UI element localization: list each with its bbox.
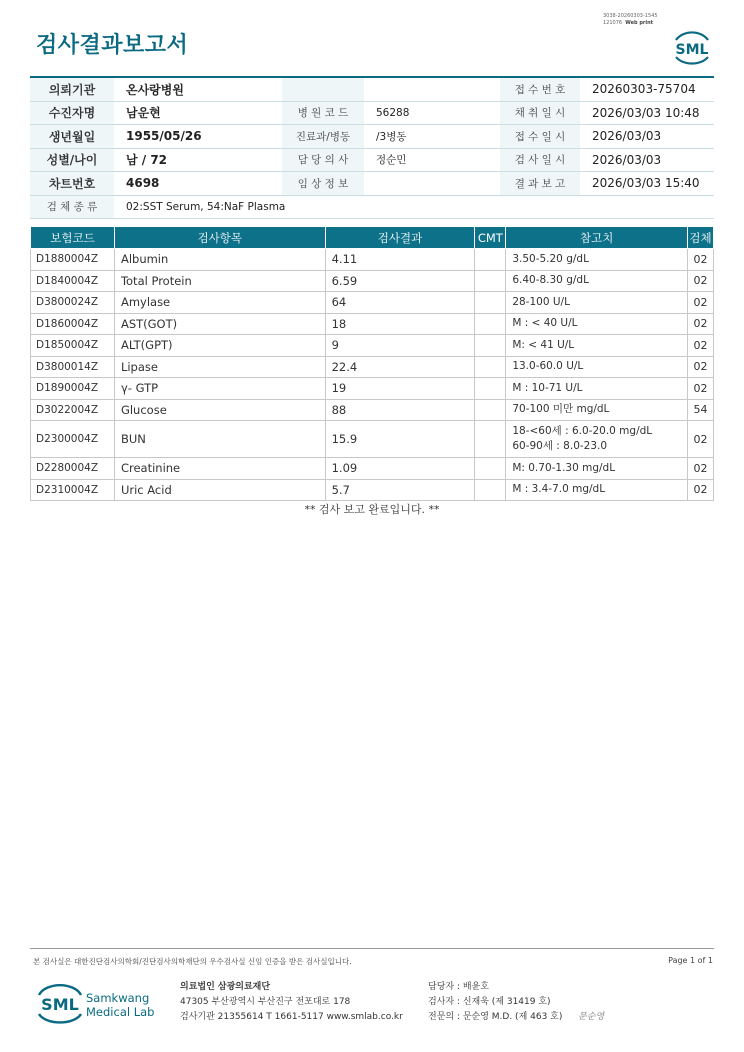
result-row — [31, 335, 714, 357]
info-label: 성별/나이 — [30, 148, 114, 172]
results-table — [30, 226, 714, 501]
test-item: ALT(GPT) — [114, 335, 325, 357]
test-item: Uric Acid — [114, 479, 325, 501]
result-row — [31, 270, 714, 292]
col-header-specimen: 검체 — [687, 227, 713, 249]
reference-range — [506, 458, 688, 480]
specimen-code: 02 — [687, 249, 713, 271]
reference-line: 13.0-60.0 U/L — [512, 360, 584, 373]
specimen-code: 02 — [687, 335, 713, 357]
reference-range — [506, 335, 688, 357]
test-result: 18 — [325, 313, 475, 335]
result-row — [31, 292, 714, 314]
result-row — [31, 356, 714, 378]
insurance-code: D3022004Z — [31, 399, 115, 421]
patient-info-table — [30, 76, 714, 219]
reference-line: 70-100 미만 mg/dL — [512, 403, 610, 416]
reference-range — [506, 270, 688, 292]
reference-range — [506, 421, 688, 458]
test-result: 5.7 — [325, 479, 475, 501]
info-row — [30, 172, 714, 196]
specimen-code: 02 — [687, 356, 713, 378]
test-cmt — [475, 458, 506, 480]
test-item: γ- GTP — [114, 378, 325, 400]
info-value — [364, 172, 500, 196]
org-address: 47305 부산광역시 부산진구 전포대로 178 — [180, 997, 351, 1007]
print-id: 3038-20260303-1545 — [603, 13, 658, 19]
insurance-code: D1880004Z — [31, 249, 115, 271]
info-label: 담 당 의 사 — [282, 148, 364, 172]
specimen-value: 02:SST Serum, 54:NaF Plasma — [114, 195, 714, 219]
info-label: 접 수 번 호 — [500, 77, 580, 101]
insurance-code: D2280004Z — [31, 458, 115, 480]
result-row — [31, 458, 714, 480]
insurance-code: D1840004Z — [31, 270, 115, 292]
result-row — [31, 479, 714, 501]
samkwang-logo-mark: SML — [41, 995, 79, 1014]
brand-line1: Samkwang — [86, 991, 150, 1005]
test-cmt — [475, 399, 506, 421]
specimen-row — [30, 195, 714, 219]
info-label: 의뢰기관 — [30, 77, 114, 101]
info-label — [282, 77, 364, 101]
specimen-code: 02 — [687, 378, 713, 400]
info-label: 임 상 정 보 — [282, 172, 364, 196]
reference-line: M: < 41 U/L — [512, 338, 575, 351]
reference-line: M : < 40 U/L — [512, 317, 578, 330]
test-item: Amylase — [114, 292, 325, 314]
org-info — [180, 980, 403, 1025]
test-item: BUN — [114, 421, 325, 458]
reference-range — [506, 292, 688, 314]
result-row — [31, 399, 714, 421]
specimen-code: 02 — [687, 292, 713, 314]
insurance-code: D1890004Z — [31, 378, 115, 400]
reference-range — [506, 249, 688, 271]
reference-range — [506, 399, 688, 421]
test-result: 4.11 — [325, 249, 475, 271]
insurance-code: D1860004Z — [31, 313, 115, 335]
reference-range — [506, 313, 688, 335]
info-label: 수진자명 — [30, 101, 114, 125]
info-value: 2026/03/03 — [580, 148, 714, 172]
brand-line2: Medical Lab — [86, 1005, 155, 1019]
sml-logo-text: SML — [675, 42, 709, 58]
test-cmt — [475, 421, 506, 458]
test-result: 88 — [325, 399, 475, 421]
info-value: 20260303-75704 — [580, 77, 714, 101]
page-title: 검사결과보고서 — [36, 33, 189, 58]
reference-line: 60-90세 : 8.0-23.0 — [512, 440, 608, 452]
test-result: 9 — [325, 335, 475, 357]
info-label: 접 수 일 시 — [500, 125, 580, 149]
staff-info — [428, 980, 562, 1025]
info-row — [30, 148, 714, 172]
info-label: 차트번호 — [30, 172, 114, 196]
info-label: 결 과 보 고 — [500, 172, 580, 196]
result-row — [31, 249, 714, 271]
test-result: 22.4 — [325, 356, 475, 378]
signature: 문순영 — [578, 1012, 605, 1022]
reference-line: M : 3.4-7.0 mg/dL — [512, 483, 606, 496]
results-header-row — [31, 227, 714, 249]
col-header-reference: 참고치 — [506, 227, 688, 249]
info-value: 2026/03/03 10:48 — [580, 101, 714, 125]
reference-line: M : 10-71 U/L — [512, 381, 583, 394]
test-cmt — [475, 356, 506, 378]
col-header-cmt: CMT — [475, 227, 506, 249]
result-row — [31, 378, 714, 400]
staff-manager: 담당자 : 배윤호 — [428, 982, 489, 992]
test-cmt — [475, 479, 506, 501]
info-value: 남 / 72 — [114, 148, 282, 172]
test-item: Creatinine — [114, 458, 325, 480]
test-cmt — [475, 270, 506, 292]
info-label: 병 원 코 드 — [282, 101, 364, 125]
test-cmt — [475, 249, 506, 271]
test-item: Lipase — [114, 356, 325, 378]
test-result: 64 — [325, 292, 475, 314]
info-value: 1955/05/26 — [114, 125, 282, 149]
insurance-code: D1850004Z — [31, 335, 115, 357]
print-code: 121076 — [603, 20, 623, 26]
info-label: 검 사 일 시 — [500, 148, 580, 172]
insurance-code: D3800014Z — [31, 356, 115, 378]
org-name: 의료법인 삼광의료재단 — [180, 982, 271, 992]
test-item: Total Protein — [114, 270, 325, 292]
test-cmt — [475, 292, 506, 314]
insurance-code: D2300004Z — [31, 421, 115, 458]
reference-line: 6.40-8.30 g/dL — [512, 274, 589, 287]
info-label: 진료과/병동 — [282, 125, 364, 149]
info-value — [364, 77, 500, 101]
info-row — [30, 125, 714, 149]
reference-line: M: 0.70-1.30 mg/dL — [512, 461, 616, 474]
specimen-code: 02 — [687, 313, 713, 335]
info-value: 4698 — [114, 172, 282, 196]
footer-divider — [30, 948, 714, 949]
specimen-code: 02 — [687, 458, 713, 480]
info-row — [30, 77, 714, 101]
info-value: 2026/03/03 — [580, 125, 714, 149]
insurance-code: D3800024Z — [31, 292, 115, 314]
test-result: 19 — [325, 378, 475, 400]
result-row — [31, 421, 714, 458]
result-row — [31, 313, 714, 335]
reference-line: 3.50-5.20 g/dL — [512, 252, 589, 265]
test-result: 1.09 — [325, 458, 475, 480]
specimen-code: 02 — [687, 421, 713, 458]
test-item: AST(GOT) — [114, 313, 325, 335]
test-result: 6.59 — [325, 270, 475, 292]
col-header-item: 검사항목 — [114, 227, 325, 249]
web-print-label: Web print — [625, 20, 654, 26]
reference-line: 28-100 U/L — [512, 295, 570, 308]
specimen-code: 54 — [687, 399, 713, 421]
test-item: Albumin — [114, 249, 325, 271]
reference-range — [506, 356, 688, 378]
info-value: 2026/03/03 15:40 — [580, 172, 714, 196]
results-body — [31, 249, 714, 501]
info-value: /3병동 — [364, 125, 500, 149]
info-value: 온사랑병원 — [114, 77, 282, 101]
reference-range — [506, 479, 688, 501]
staff-tester: 검사자 : 신재욱 (제 31419 호) — [428, 997, 551, 1007]
samkwang-logo — [36, 980, 161, 1026]
reference-line: 18-<60세 : 6.0-20.0 mg/dL — [512, 425, 653, 437]
test-cmt — [475, 378, 506, 400]
info-value: 정순민 — [364, 148, 500, 172]
test-cmt — [475, 313, 506, 335]
print-meta — [603, 13, 703, 27]
specimen-code: 02 — [687, 270, 713, 292]
specimen-code: 02 — [687, 479, 713, 501]
accreditation-note: 본 검사실은 대한진단검사의학회/진단검사의학재단의 우수검사실 신임 인증을 받은 검사실입니다. — [33, 957, 352, 966]
staff-specialist: 전문의 : 문순영 M.D. (제 463 호) — [428, 1012, 563, 1022]
page-number: Page 1 of 1 — [668, 956, 713, 965]
patient-info-body — [30, 77, 714, 219]
insurance-code: D2310004Z — [31, 479, 115, 501]
col-header-result: 검사결과 — [325, 227, 475, 249]
sml-logo — [670, 26, 714, 66]
info-row — [30, 101, 714, 125]
specimen-label: 검 체 종 류 — [30, 195, 114, 219]
info-label: 생년월일 — [30, 125, 114, 149]
reference-range — [506, 378, 688, 400]
info-value: 56288 — [364, 101, 500, 125]
info-value: 남운현 — [114, 101, 282, 125]
test-item: Glucose — [114, 399, 325, 421]
report-complete-note: ** 검사 보고 완료입니다. ** — [304, 503, 440, 516]
org-contact: 검사기관 21355614 T 1661-5117 www.smlab.co.kr — [180, 1012, 403, 1022]
test-result: 15.9 — [325, 421, 475, 458]
test-cmt — [475, 335, 506, 357]
col-header-code: 보험코드 — [31, 227, 115, 249]
info-label: 채 취 일 시 — [500, 101, 580, 125]
